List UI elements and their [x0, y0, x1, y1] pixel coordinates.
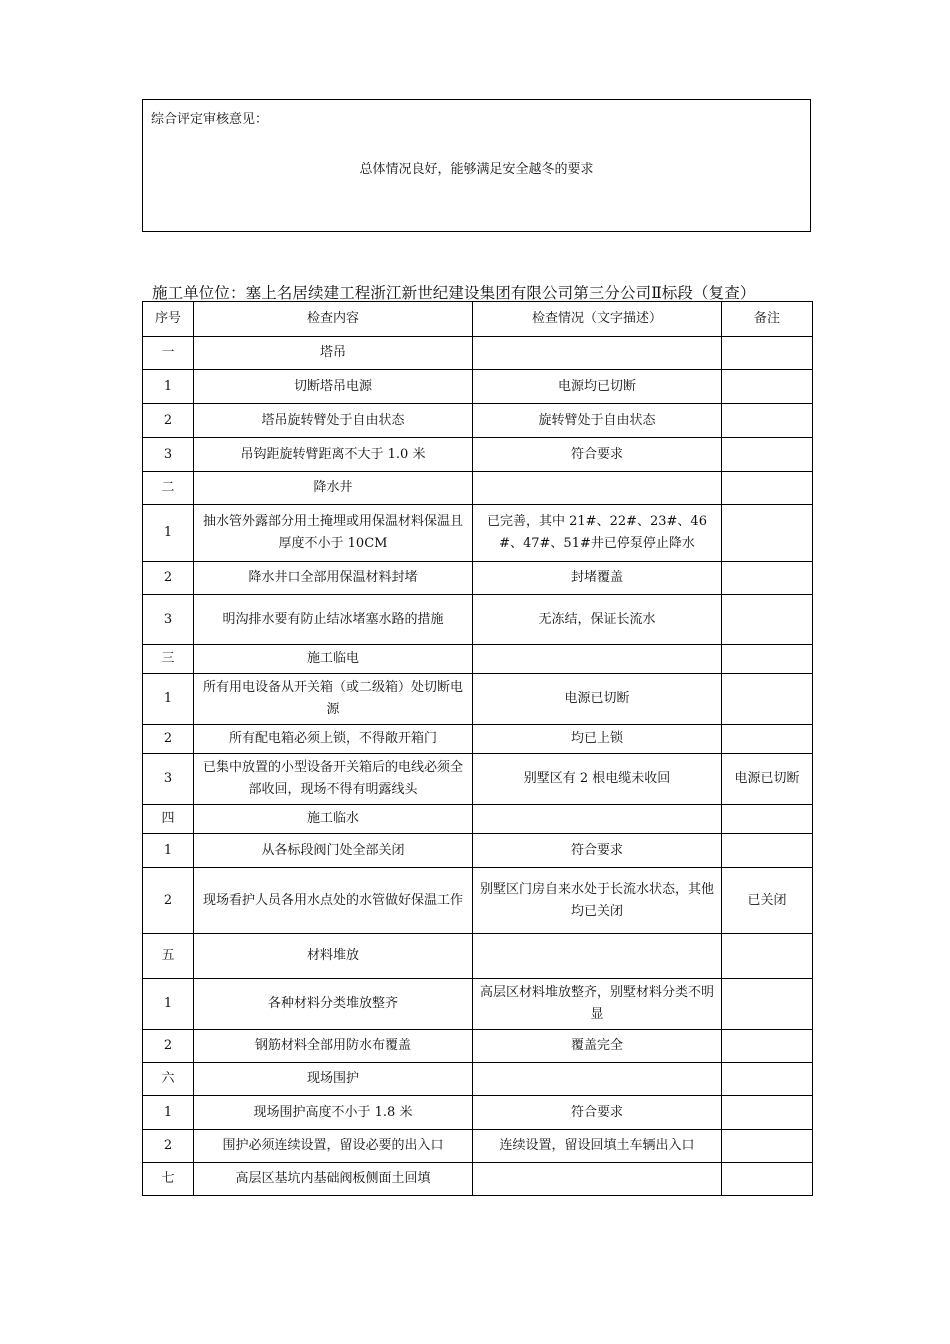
cell-note	[722, 645, 813, 674]
cell-note	[722, 934, 813, 979]
table-row	[143, 725, 813, 754]
cell-status: 电源均已切断	[473, 370, 722, 404]
review-opinion-label: 综合评定审核意见：	[151, 112, 269, 127]
table-row	[143, 438, 813, 472]
inspection-table	[142, 301, 813, 1196]
table-row	[143, 505, 813, 562]
cell-content: 吊钩距旋转臂距离不大于 1.0 米	[194, 438, 473, 472]
table-row	[143, 1030, 813, 1063]
cell-content: 材料堆放	[194, 934, 473, 979]
cell-status	[473, 472, 722, 505]
cell-note	[722, 725, 813, 754]
review-opinion-text: 总体情况良好，能够满足安全越冬的要求	[359, 162, 594, 177]
cell-status	[473, 645, 722, 674]
cell-note	[722, 472, 813, 505]
table-row	[143, 1130, 813, 1163]
cell-content: 塔吊旋转臂处于自由状态	[194, 404, 473, 438]
header-content: 检查内容	[194, 302, 473, 337]
cell-note: 已关闭	[722, 868, 813, 934]
cell-status: 符合要求	[473, 438, 722, 472]
cell-status: 连续设置，留设回填土车辆出入口	[473, 1130, 722, 1163]
cell-no: 1	[143, 979, 194, 1030]
cell-status: 均已上锁	[473, 725, 722, 754]
cell-note	[722, 562, 813, 595]
cell-no: 四	[143, 805, 194, 834]
cell-status	[473, 805, 722, 834]
cell-content: 各种材料分类堆放整齐	[194, 979, 473, 1030]
table-row	[143, 754, 813, 805]
table-row	[143, 674, 813, 725]
cell-no: 五	[143, 934, 194, 979]
cell-note: 电源已切断	[722, 754, 813, 805]
cell-note	[722, 674, 813, 725]
cell-content: 抽水管外露部分用土掩埋或用保温材料保温且厚度不小于 10CM	[194, 505, 473, 562]
table-row	[143, 868, 813, 934]
cell-status	[473, 934, 722, 979]
cell-note	[722, 1163, 813, 1196]
cell-status	[473, 1163, 722, 1196]
cell-no: 六	[143, 1063, 194, 1096]
cell-no: 3	[143, 595, 194, 645]
cell-status: 别墅区门房自来水处于长流水状态，其他均已关闭	[473, 868, 722, 934]
cell-content: 施工临水	[194, 805, 473, 834]
cell-no: 1	[143, 370, 194, 404]
cell-content: 现场围护高度不小于 1.8 米	[194, 1096, 473, 1130]
cell-no: 2	[143, 1030, 194, 1063]
cell-content: 现场看护人员各用水点处的水管做好保温工作	[194, 868, 473, 934]
cell-status: 无冻结，保证长流水	[473, 595, 722, 645]
cell-content: 围护必须连续设置，留设必要的出入口	[194, 1130, 473, 1163]
cell-status: 覆盖完全	[473, 1030, 722, 1063]
cell-note	[722, 1096, 813, 1130]
cell-no: 1	[143, 674, 194, 725]
cell-note	[722, 979, 813, 1030]
cell-status: 符合要求	[473, 834, 722, 868]
cell-content: 施工临电	[194, 645, 473, 674]
cell-status	[473, 337, 722, 370]
cell-status: 符合要求	[473, 1096, 722, 1130]
cell-status: 旋转臂处于自由状态	[473, 404, 722, 438]
cell-content: 塔吊	[194, 337, 473, 370]
header-no: 序号	[143, 302, 194, 337]
cell-content: 钢筋材料全部用防水布覆盖	[194, 1030, 473, 1063]
cell-note	[722, 834, 813, 868]
cell-content: 所有用电设备从开关箱（或二级箱）处切断电源	[194, 674, 473, 725]
cell-content: 现场围护	[194, 1063, 473, 1096]
cell-content: 切断塔吊电源	[194, 370, 473, 404]
cell-status	[473, 1063, 722, 1096]
cell-note	[722, 1030, 813, 1063]
cell-note	[722, 1063, 813, 1096]
cell-note	[722, 505, 813, 562]
header-note: 备注	[722, 302, 813, 337]
table-row	[143, 834, 813, 868]
cell-no: 1	[143, 505, 194, 562]
construction-unit-title: 施工单位位：塞上名居续建工程浙江新世纪建设集团有限公司第三分公司Ⅱ标段（复查）	[152, 284, 756, 302]
cell-no: 二	[143, 472, 194, 505]
cell-no: 2	[143, 562, 194, 595]
cell-no: 一	[143, 337, 194, 370]
table-row	[143, 370, 813, 404]
cell-no: 2	[143, 1130, 194, 1163]
cell-note	[722, 438, 813, 472]
cell-status: 别墅区有 2 根电缆未收回	[473, 754, 722, 805]
table-row	[143, 1063, 813, 1096]
inspection-table-body	[143, 302, 813, 1196]
cell-no: 3	[143, 754, 194, 805]
table-row	[143, 562, 813, 595]
cell-no: 2	[143, 868, 194, 934]
cell-note	[722, 337, 813, 370]
cell-content: 降水井口全部用保温材料封堵	[194, 562, 473, 595]
table-row	[143, 979, 813, 1030]
cell-no: 2	[143, 404, 194, 438]
cell-note	[722, 370, 813, 404]
cell-status: 高层区材料堆放整齐，别墅材料分类不明显	[473, 979, 722, 1030]
review-opinion-box	[142, 99, 811, 232]
cell-no: 3	[143, 438, 194, 472]
cell-content: 从各标段阀门处全部关闭	[194, 834, 473, 868]
cell-content: 高层区基坑内基础阀板侧面土回填	[194, 1163, 473, 1196]
table-row	[143, 1096, 813, 1130]
table-row	[143, 404, 813, 438]
cell-status: 电源已切断	[473, 674, 722, 725]
table-row	[143, 805, 813, 834]
cell-no: 1	[143, 1096, 194, 1130]
cell-status: 已完善，其中 21#、22#、23#、46#、47#、51#井已停泵停止降水	[473, 505, 722, 562]
table-row	[143, 337, 813, 370]
cell-status: 封堵覆盖	[473, 562, 722, 595]
table-row	[143, 645, 813, 674]
cell-no: 2	[143, 725, 194, 754]
cell-content: 降水井	[194, 472, 473, 505]
header-status: 检查情况（文字描述）	[473, 302, 722, 337]
cell-content: 明沟排水要有防止结冰堵塞水路的措施	[194, 595, 473, 645]
cell-note	[722, 805, 813, 834]
table-row	[143, 472, 813, 505]
table-row	[143, 934, 813, 979]
cell-content: 已集中放置的小型设备开关箱后的电线必须全部收回，现场不得有明露线头	[194, 754, 473, 805]
cell-no: 七	[143, 1163, 194, 1196]
cell-no: 1	[143, 834, 194, 868]
table-row	[143, 595, 813, 645]
cell-note	[722, 1130, 813, 1163]
cell-no: 三	[143, 645, 194, 674]
cell-content: 所有配电箱必须上锁，不得敞开箱门	[194, 725, 473, 754]
table-header-row	[143, 302, 813, 337]
cell-note	[722, 404, 813, 438]
table-row	[143, 1163, 813, 1196]
cell-note	[722, 595, 813, 645]
